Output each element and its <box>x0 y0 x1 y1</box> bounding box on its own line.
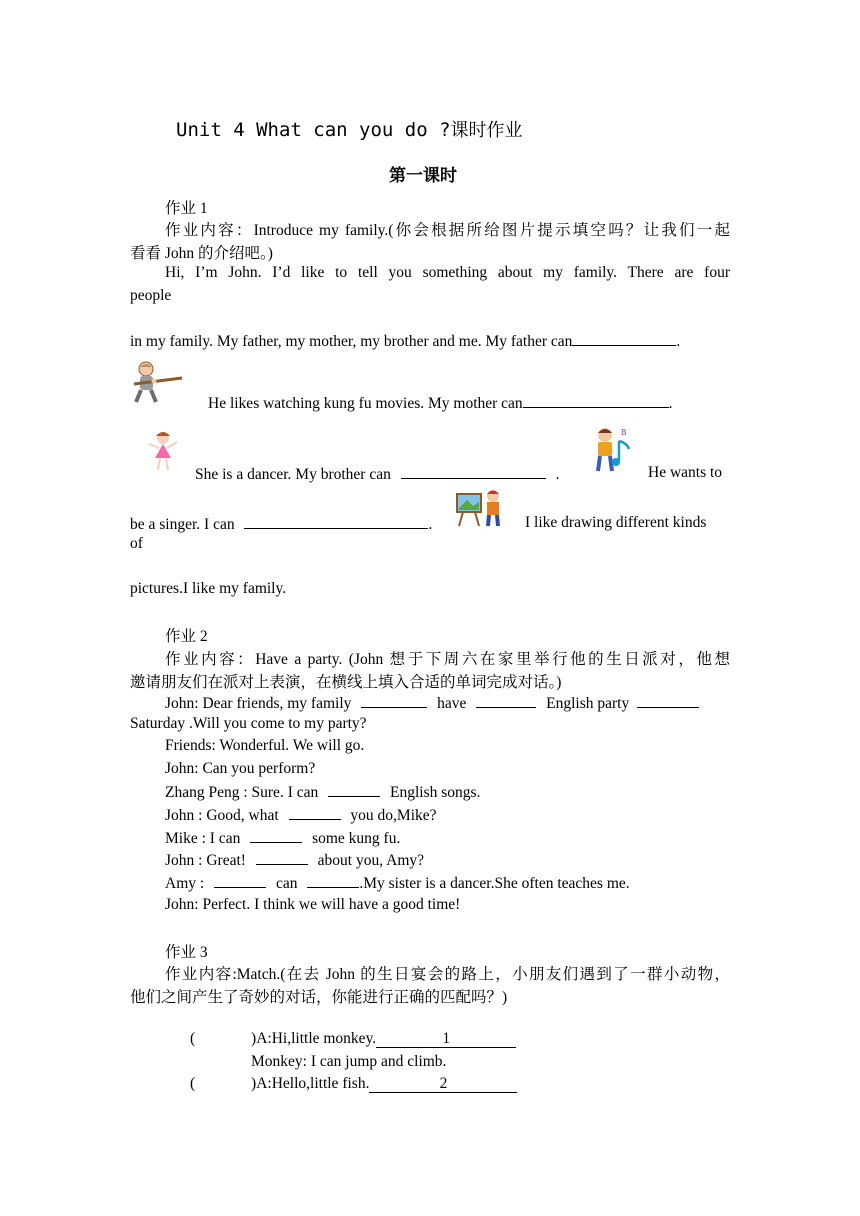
dialog-blank[interactable] <box>214 873 266 888</box>
dialog-blank[interactable] <box>250 828 302 843</box>
hw1-intro-line1: 作业内容：Introduce my family.(你会根据所给图片提示填空吗？让我们一起 <box>165 222 730 239</box>
hw1-paragraph-line2: people <box>130 287 172 304</box>
match-number: 2 <box>369 1076 517 1093</box>
dialog-blank[interactable] <box>361 693 427 708</box>
dialog-line-2: Saturday .Will you come to my party? <box>130 715 367 732</box>
dialog-text: John : Good, what <box>165 807 279 824</box>
dialog-text: .My sister is a dancer.She often teaches me. <box>359 875 630 892</box>
dialog-line-5 <box>165 782 480 802</box>
hw2-label: 作业 2 <box>165 628 208 645</box>
dialog-line-6 <box>165 805 437 825</box>
me-blank[interactable] <box>244 514 428 529</box>
singing-boy-icon <box>585 425 637 475</box>
period: . <box>555 466 560 483</box>
hw1-singer-line <box>130 514 432 534</box>
dialog-text: Zhang Peng : Sure. I can <box>165 784 319 801</box>
dialog-text: John : Great! <box>165 852 246 869</box>
dialog-text: can <box>275 875 298 892</box>
dialog-text: have <box>437 695 467 712</box>
hw1-mother-line <box>208 393 673 413</box>
dancer-girl-icon <box>145 430 181 472</box>
painting-boy-icon <box>455 488 507 528</box>
dialog-blank[interactable] <box>476 693 536 708</box>
hw3-label: 作业 3 <box>165 944 208 961</box>
paren-close: ) <box>251 1075 257 1092</box>
dialog-blank[interactable] <box>637 693 699 708</box>
father-text: in my family. My father, my mother, my brother and me. My father can <box>130 333 573 350</box>
match-number: 1 <box>376 1031 516 1048</box>
match-text: A:Hi,little monkey. <box>256 1030 377 1047</box>
dialog-line-9 <box>165 873 630 893</box>
dialog-line-7 <box>165 828 400 848</box>
hw1-paragraph-line1: Hi, I’m John. I’d like to tell you something about my family. There are four <box>165 264 730 281</box>
singer-text: be a singer. I can <box>130 516 235 533</box>
hw2-intro-line2: 邀请朋友们在派对上表演，在横线上填入合适的单词完成对话。) <box>130 674 562 691</box>
dialog-line-8 <box>165 850 424 870</box>
paren-open: ( <box>190 1075 196 1092</box>
dialog-text: about you, Amy? <box>317 852 425 869</box>
hw1-intro-line2: 看看 John 的介绍吧。) <box>130 245 273 262</box>
father-blank[interactable] <box>572 331 676 346</box>
dialog-blank[interactable] <box>289 805 341 820</box>
hw1-brother-line <box>195 464 559 484</box>
match-item-2 <box>190 1075 517 1093</box>
paren-close: ) <box>251 1030 257 1047</box>
dialog-text: Amy : <box>165 875 205 892</box>
title-chinese: 课时作业 <box>450 120 523 141</box>
mother-text: He likes watching kung fu movies. My mother can <box>208 395 523 412</box>
match-item-1-reply: Monkey: I can jump and climb. <box>251 1053 447 1070</box>
hw1-label: 作业 1 <box>165 200 208 217</box>
mother-blank[interactable] <box>523 393 669 408</box>
match-text: A:Hello,little fish. <box>256 1075 370 1092</box>
dialog-text: Mike : I can <box>165 830 241 847</box>
hw3-intro-line2: 他们之间产生了奇妙的对话，你能进行正确的匹配吗？) <box>130 989 508 1006</box>
hw1-of-text: of <box>130 535 143 552</box>
hw3-intro-line1: 作业内容:Match.(在去 John 的生日宴会的路上，小朋友们遇到了一群小动物， <box>165 966 730 983</box>
svg-text:B: B <box>621 428 627 437</box>
period: . <box>668 395 673 412</box>
hw1-father-line <box>130 331 680 351</box>
period: . <box>676 333 681 350</box>
match-item-1 <box>190 1030 516 1048</box>
dialog-text: you do,Mike? <box>350 807 437 824</box>
dialog-line-1 <box>165 693 730 713</box>
dialog-line-3: Friends: Wonderful. We will go. <box>165 737 365 754</box>
dialog-text: English party <box>546 695 630 712</box>
page-title <box>176 116 523 142</box>
dialog-text: English songs. <box>390 784 481 801</box>
hw1-wants-text: He wants to <box>648 464 723 481</box>
dialog-blank[interactable] <box>307 873 359 888</box>
paren-open: ( <box>190 1030 196 1047</box>
dialog-line-10: John: Perfect. I think we will have a good time! <box>165 896 461 913</box>
dialog-text: John: Dear friends, my family <box>165 695 352 712</box>
kung-fu-boy-icon <box>132 360 184 406</box>
period: . <box>428 516 433 533</box>
brother-blank[interactable] <box>401 464 546 479</box>
dialog-line-4: John: Can you perform? <box>165 760 316 777</box>
title-english: Unit 4 What can you do ? <box>176 119 451 141</box>
brother-text: She is a dancer. My brother can <box>195 466 391 483</box>
hw1-drawing-text: I like drawing different kinds <box>525 514 707 531</box>
hw2-intro-line1: 作业内容：Have a party. (John 想于下周六在家里举行他的生日派对，他想 <box>165 651 730 668</box>
hw1-closing: pictures.I like my family. <box>130 580 287 597</box>
dialog-blank[interactable] <box>256 850 308 865</box>
lesson-subtitle: 第一课时 <box>389 166 457 186</box>
dialog-blank[interactable] <box>328 782 380 797</box>
dialog-text: some kung fu. <box>312 830 401 847</box>
